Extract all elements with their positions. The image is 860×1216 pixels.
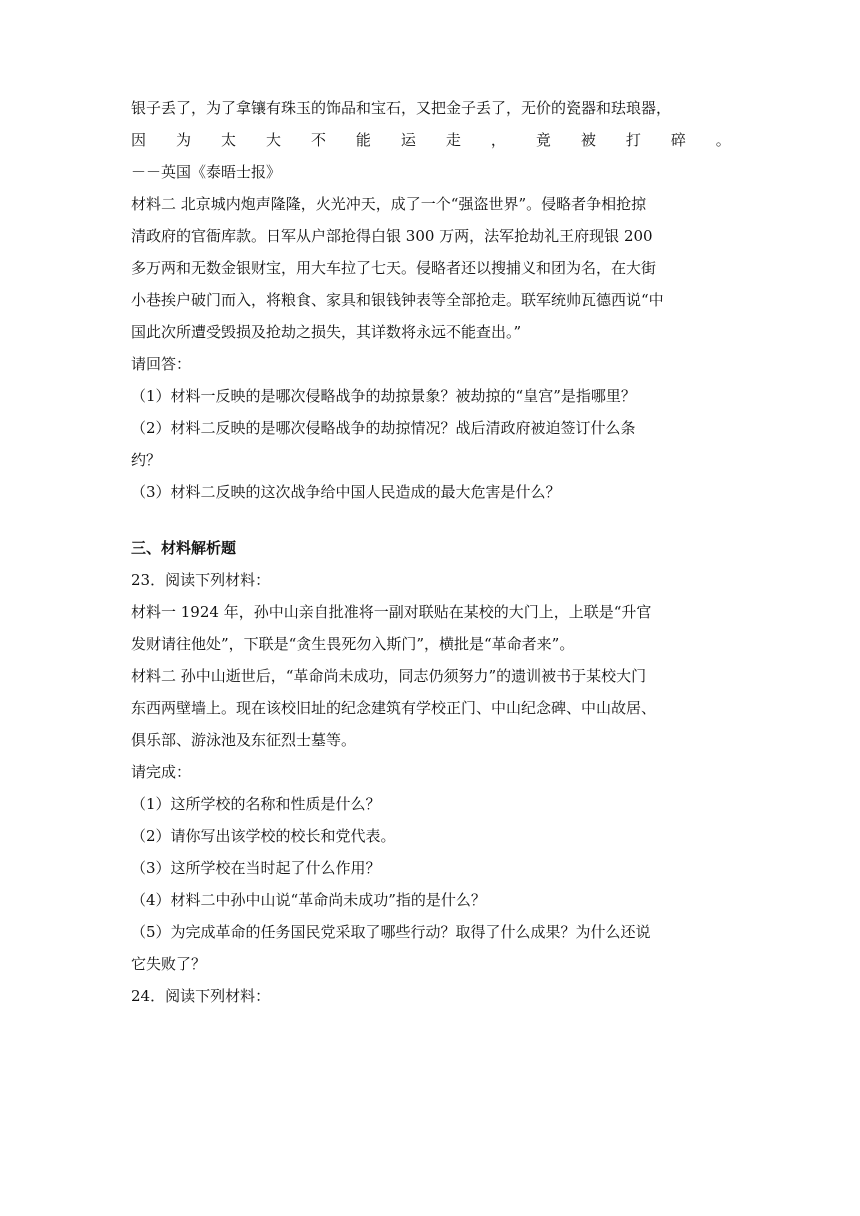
spaced-char: ， xyxy=(490,131,506,149)
spaced-char: 为 xyxy=(175,131,191,149)
spaced-char: 。 xyxy=(715,131,731,149)
material-one-spaced-line xyxy=(131,124,731,156)
q23-material-line: 俱乐部、游泳池及东征烈士墓等。 xyxy=(131,731,357,749)
q23-question: 它失败了？ xyxy=(131,955,207,973)
spaced-char: 因 xyxy=(131,131,147,149)
material-one-line: 银子丢了，为了拿镶有珠玉的饰品和宝石，又把金子丢了，无价的瓷器和珐琅器， xyxy=(131,99,672,117)
material-two-line: 国此次所遭受毁损及抢劫之损失，其详数将永远不能查出。” xyxy=(131,323,522,341)
q23-question: （3）这所学校在当时起了什么作用？ xyxy=(131,859,381,877)
spaced-char: 能 xyxy=(355,131,371,149)
spaced-char: 碎 xyxy=(670,131,686,149)
q23-stem: 23．阅读下列材料： xyxy=(131,571,271,589)
spaced-char: 太 xyxy=(220,131,236,149)
spaced-char: 不 xyxy=(310,131,326,149)
spaced-char: 打 xyxy=(625,131,641,149)
q23-material-line: 材料一 1924 年，孙中山亲自批准将一副对联贴在某校的大门上，上联是“升官 xyxy=(131,603,652,621)
spaced-char: 被 xyxy=(580,131,596,149)
q23-prompt: 请完成： xyxy=(131,763,192,781)
q23-question: （1）这所学校的名称和性质是什么？ xyxy=(131,795,381,813)
q24-stem: 24．阅读下列材料： xyxy=(131,987,271,1005)
q23-material-line: 发财请往他处”，下联是“贪生畏死勿入斯门”，横批是“革命者来”。 xyxy=(131,635,575,653)
q23-question: （5）为完成革命的任务国民党采取了哪些行动？取得了什么成果？为什么还说 xyxy=(131,923,651,941)
q23-question: （2）请你写出该学校的校长和党代表。 xyxy=(131,827,396,845)
q23-material-line: 材料二 孙中山逝世后，“革命尚未成功，同志仍须努力”的遗训被书于某校大门 xyxy=(131,667,647,685)
document-page xyxy=(131,92,731,1012)
material-two-line: 材料二 北京城内炮声隆隆，火光冲天，成了一个“强盗世界”。侵略者争相抢掠 xyxy=(131,195,647,213)
spaced-char: 运 xyxy=(400,131,416,149)
q22-question: （3）材料二反映的这次战争给中国人民造成的最大危害是什么？ xyxy=(131,483,561,501)
q22-question: （2）材料二反映的是哪次侵略战争的劫掠情况？战后清政府被迫签订什么条 xyxy=(131,419,636,437)
spaced-char: 大 xyxy=(265,131,281,149)
spaced-char: 竟 xyxy=(535,131,551,149)
q22-question: 约？ xyxy=(131,451,162,469)
material-two-line: 小巷挨户破门而入，将粮食、家具和银钱钟表等全部抢走。联军统帅瓦德西说“中 xyxy=(131,291,664,309)
section-three-title: 三、材料解析题 xyxy=(131,539,237,557)
material-two-line: 清政府的官衙库款。日军从户部抢得白银 300 万两，法军抢劫礼王府现银 200 xyxy=(131,227,653,245)
q22-question: （1）材料一反映的是哪次侵略战争的劫掠景象？被劫掠的“皇宫”是指哪里？ xyxy=(131,387,636,405)
spaced-char: 走 xyxy=(445,131,461,149)
material-one-source: －－英国《泰晤士报》 xyxy=(131,163,282,181)
material-two-line: 多万两和无数金银财宝，用大车拉了七天。侵略者还以搜捕义和团为名，在大街 xyxy=(131,259,657,277)
q22-prompt: 请回答： xyxy=(131,355,192,373)
q23-material-line: 东西两壁墙上。现在该校旧址的纪念建筑有学校正门、中山纪念碑、中山故居、 xyxy=(131,699,657,717)
q23-question: （4）材料二中孙中山说“革命尚未成功”指的是什么？ xyxy=(131,891,486,909)
